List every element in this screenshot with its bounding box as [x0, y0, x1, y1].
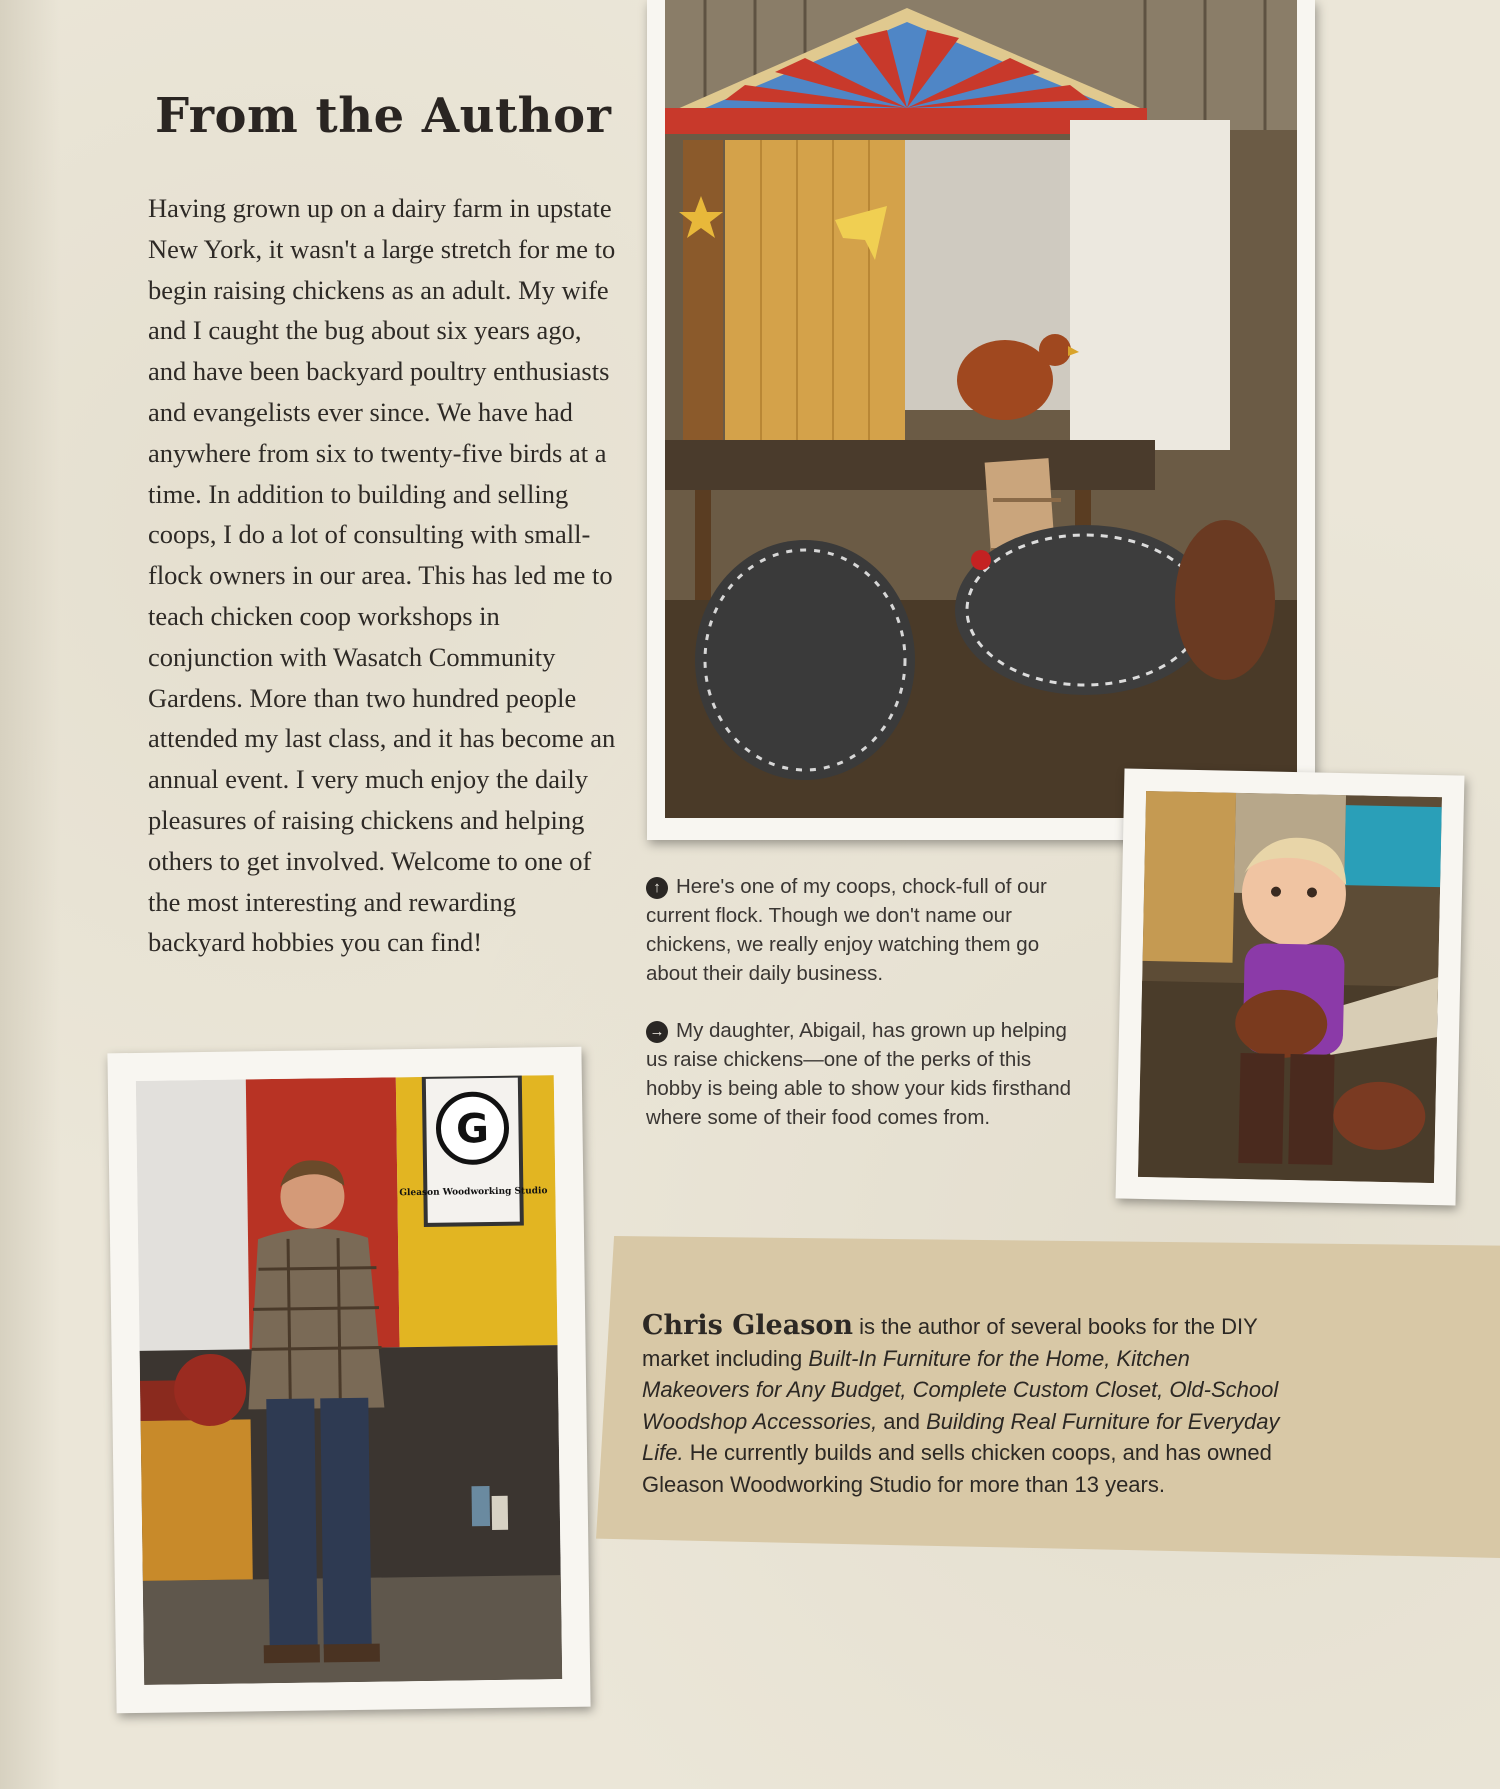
arrow-up-icon: ↑: [646, 877, 668, 899]
caption-daughter: [646, 1016, 1086, 1132]
coop-photo-image: [665, 0, 1297, 818]
caption-daughter-text: My daughter, Abigail, has grown up helping us raise chickens—one of the perks of this hobby is being able to show your kids firsthand where some of their food comes from.: [646, 1019, 1072, 1129]
sign-letter: G: [455, 1106, 490, 1153]
bio-book-titles-2: Building Real Furniture for Everyday Life.: [642, 1408, 1280, 1465]
daughter-photo: [1116, 768, 1465, 1205]
arrow-right-icon: →: [646, 1021, 668, 1043]
caption-coop: [646, 872, 1086, 988]
bio-outro: He currently builds and sells chicken coops, and has owned Gleason Woodworking Studio for more than 13 years.: [642, 1440, 1272, 1497]
bio-intro: is the author of several books for the DIY market including: [642, 1314, 1258, 1371]
bio-book-titles-1: Built-In Furniture for the Home, Kitchen Makeovers for Any Budget, Complete Custom Closet, Old-School Woodshop Accessories,: [642, 1345, 1279, 1434]
author-photo: [107, 1047, 590, 1714]
author-intro-text: Having grown up on a dairy farm in upstate New York, it wasn't a large stretch for me to begin raising chickens as an adult. My wife and I caught the bug about six years ago, and have been backyard poultry enthusiasts and evangelists ever since. We have had anywhere from six to twenty-five birds at a time. In addition to building and selling coops, I do a lot of consulting with small-flock owners in our area. This has led me to teach chicken coop workshops in conjunction with Wasatch Community Gardens. More than two hundred people attended my last class, and it has become an annual event. I very much enjoy the daily pleasures of raising chickens and helping others to get involved. Welcome to one of the most interesting and rewarding backyard hobbies you can find!: [148, 193, 616, 958]
sign-text: Gleason Woodworking Studio: [399, 1186, 548, 1199]
daughter-photo-image: [1138, 791, 1442, 1183]
coop-photo: [647, 0, 1315, 840]
bio-and: and: [877, 1408, 927, 1434]
page-binding-shadow: [0, 0, 60, 1789]
author-name: Chris Gleason: [642, 1310, 854, 1341]
caption-coop-text: Here's one of my coops, chock-full of our current flock. Though we don't name our chickens, we really enjoy watching them go about their daily business.: [646, 875, 1047, 985]
author-bio: [642, 1310, 1302, 1500]
author-photo-image: [136, 1075, 562, 1685]
page-title: From the Author: [155, 88, 612, 144]
